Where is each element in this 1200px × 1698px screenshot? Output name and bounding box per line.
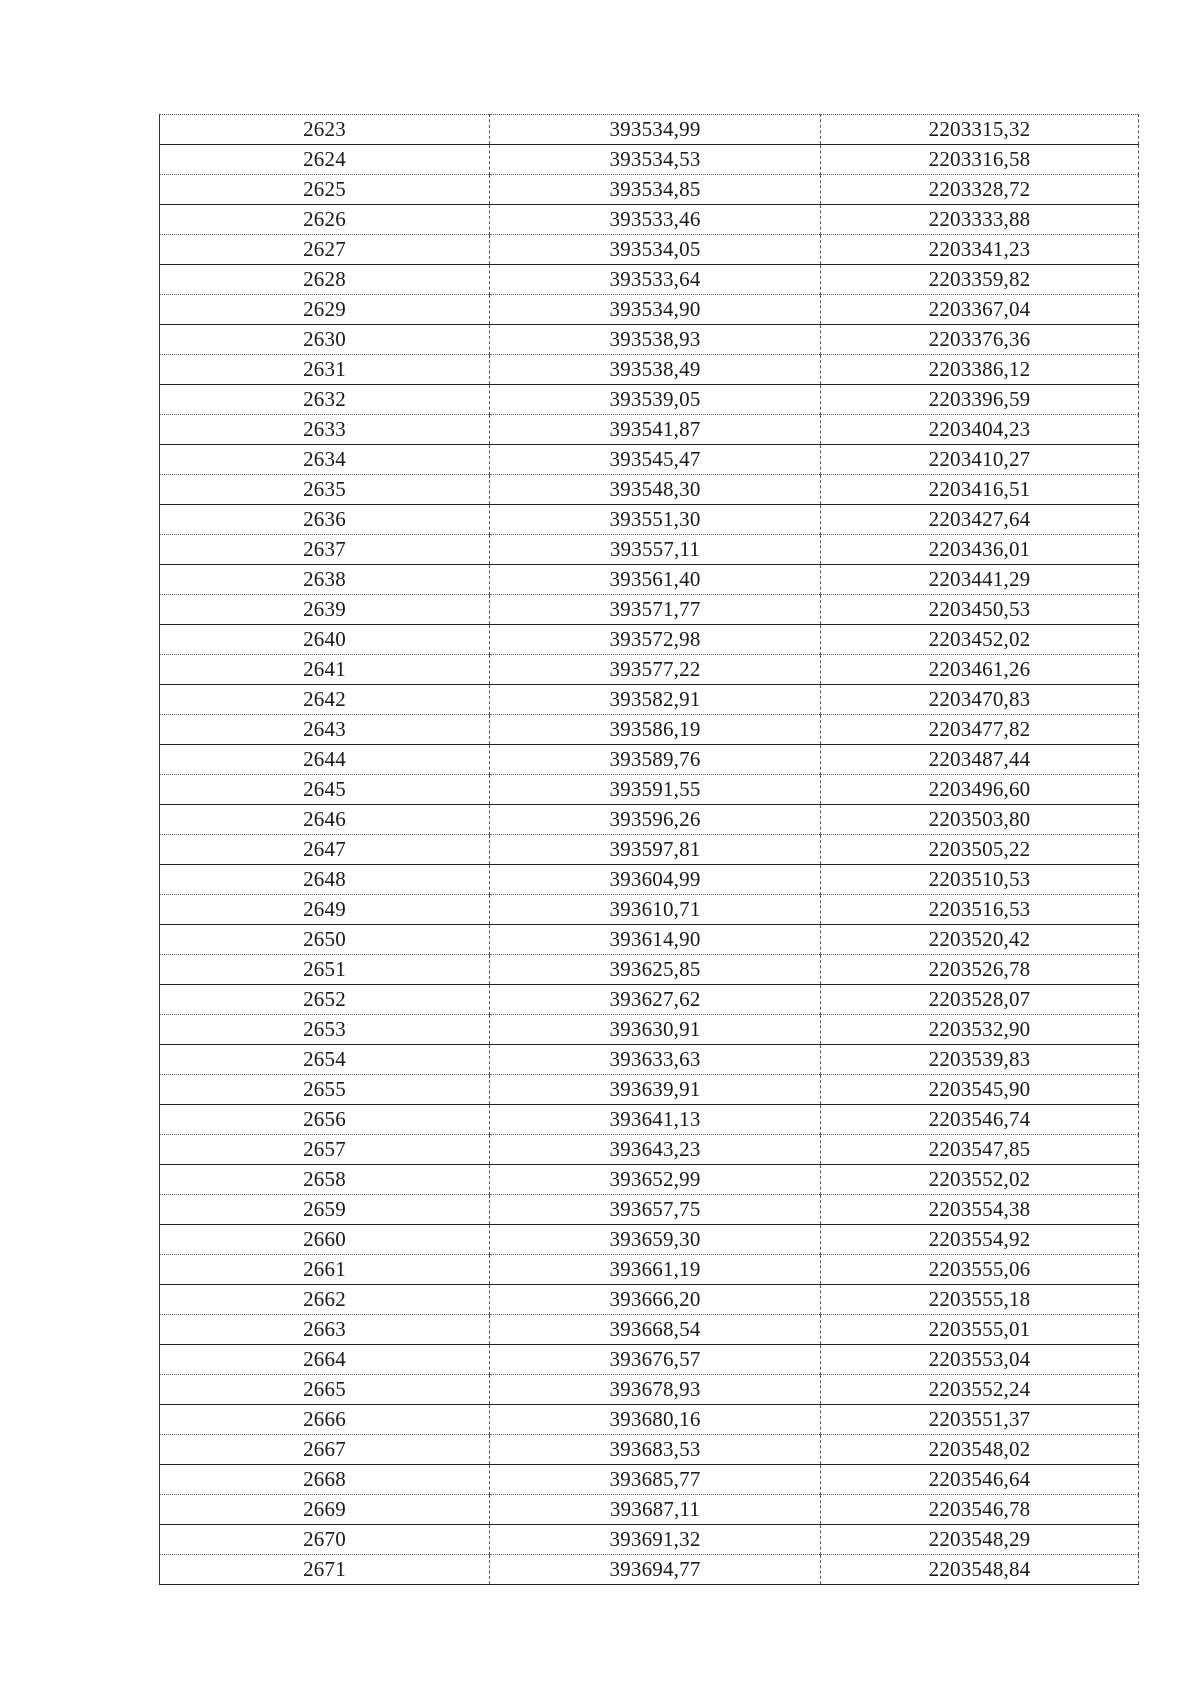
table-row [160,865,1139,895]
x-coordinate-cell: 393545,47 [490,445,821,475]
x-coordinate-cell: 393614,90 [490,925,821,955]
table-row [160,1495,1139,1525]
y-coordinate-cell: 2203461,26 [821,655,1139,685]
point-number-cell: 2641 [160,655,490,685]
table-row [160,655,1139,685]
x-coordinate-cell: 393591,55 [490,775,821,805]
point-number-cell: 2644 [160,745,490,775]
x-coordinate-cell: 393534,85 [490,175,821,205]
y-coordinate-cell: 2203548,29 [821,1525,1139,1555]
table-row [160,235,1139,265]
y-coordinate-cell: 2203528,07 [821,985,1139,1015]
x-coordinate-cell: 393586,19 [490,715,821,745]
y-coordinate-cell: 2203450,53 [821,595,1139,625]
point-number-cell: 2654 [160,1045,490,1075]
point-number-cell: 2653 [160,1015,490,1045]
x-coordinate-cell: 393539,05 [490,385,821,415]
point-number-cell: 2666 [160,1405,490,1435]
point-number-cell: 2640 [160,625,490,655]
table-row [160,1255,1139,1285]
x-coordinate-cell: 393639,91 [490,1075,821,1105]
point-number-cell: 2635 [160,475,490,505]
point-number-cell: 2639 [160,595,490,625]
x-coordinate-cell: 393534,53 [490,145,821,175]
y-coordinate-cell: 2203520,42 [821,925,1139,955]
x-coordinate-cell: 393633,63 [490,1045,821,1075]
table-row [160,295,1139,325]
table-row [160,265,1139,295]
table-row [160,355,1139,385]
y-coordinate-cell: 2203396,59 [821,385,1139,415]
y-coordinate-cell: 2203341,23 [821,235,1139,265]
table-row [160,985,1139,1015]
table-row [160,805,1139,835]
x-coordinate-cell: 393678,93 [490,1375,821,1405]
table-row [160,715,1139,745]
x-coordinate-cell: 393551,30 [490,505,821,535]
y-coordinate-cell: 2203532,90 [821,1015,1139,1045]
x-coordinate-cell: 393604,99 [490,865,821,895]
x-coordinate-cell: 393627,62 [490,985,821,1015]
table-row [160,385,1139,415]
table-row [160,1525,1139,1555]
point-number-cell: 2633 [160,415,490,445]
point-number-cell: 2638 [160,565,490,595]
y-coordinate-cell: 2203555,18 [821,1285,1139,1315]
x-coordinate-cell: 393676,57 [490,1345,821,1375]
table-row [160,115,1139,145]
table-row [160,475,1139,505]
table-row [160,1075,1139,1105]
x-coordinate-cell: 393534,99 [490,115,821,145]
point-number-cell: 2634 [160,445,490,475]
x-coordinate-cell: 393666,20 [490,1285,821,1315]
table-row [160,835,1139,865]
x-coordinate-cell: 393694,77 [490,1555,821,1585]
table-row [160,625,1139,655]
point-number-cell: 2642 [160,685,490,715]
x-coordinate-cell: 393691,32 [490,1525,821,1555]
y-coordinate-cell: 2203436,01 [821,535,1139,565]
point-number-cell: 2659 [160,1195,490,1225]
x-coordinate-cell: 393596,26 [490,805,821,835]
y-coordinate-cell: 2203505,22 [821,835,1139,865]
table-row [160,1555,1139,1585]
y-coordinate-cell: 2203545,90 [821,1075,1139,1105]
x-coordinate-cell: 393589,76 [490,745,821,775]
table-row [160,325,1139,355]
point-number-cell: 2628 [160,265,490,295]
table-row [160,1045,1139,1075]
table-row [160,595,1139,625]
y-coordinate-cell: 2203452,02 [821,625,1139,655]
y-coordinate-cell: 2203441,29 [821,565,1139,595]
table-row [160,745,1139,775]
y-coordinate-cell: 2203552,02 [821,1165,1139,1195]
y-coordinate-cell: 2203516,53 [821,895,1139,925]
x-coordinate-cell: 393533,64 [490,265,821,295]
x-coordinate-cell: 393685,77 [490,1465,821,1495]
y-coordinate-cell: 2203555,01 [821,1315,1139,1345]
point-number-cell: 2658 [160,1165,490,1195]
table-row [160,1405,1139,1435]
y-coordinate-cell: 2203404,23 [821,415,1139,445]
point-number-cell: 2647 [160,835,490,865]
table-row [160,1435,1139,1465]
point-number-cell: 2664 [160,1345,490,1375]
y-coordinate-cell: 2203547,85 [821,1135,1139,1165]
x-coordinate-cell: 393572,98 [490,625,821,655]
y-coordinate-cell: 2203551,37 [821,1405,1139,1435]
point-number-cell: 2660 [160,1225,490,1255]
x-coordinate-cell: 393643,23 [490,1135,821,1165]
point-number-cell: 2655 [160,1075,490,1105]
y-coordinate-cell: 2203552,24 [821,1375,1139,1405]
table-row [160,1015,1139,1045]
x-coordinate-cell: 393610,71 [490,895,821,925]
y-coordinate-cell: 2203510,53 [821,865,1139,895]
point-number-cell: 2656 [160,1105,490,1135]
point-number-cell: 2629 [160,295,490,325]
table-row [160,535,1139,565]
point-number-cell: 2631 [160,355,490,385]
x-coordinate-cell: 393668,54 [490,1315,821,1345]
x-coordinate-cell: 393561,40 [490,565,821,595]
y-coordinate-cell: 2203487,44 [821,745,1139,775]
x-coordinate-cell: 393557,11 [490,535,821,565]
y-coordinate-cell: 2203546,64 [821,1465,1139,1495]
table-row [160,925,1139,955]
point-number-cell: 2643 [160,715,490,745]
x-coordinate-cell: 393533,46 [490,205,821,235]
point-number-cell: 2667 [160,1435,490,1465]
y-coordinate-cell: 2203539,83 [821,1045,1139,1075]
point-number-cell: 2645 [160,775,490,805]
y-coordinate-cell: 2203554,92 [821,1225,1139,1255]
x-coordinate-cell: 393548,30 [490,475,821,505]
table-row [160,205,1139,235]
table-row [160,895,1139,925]
x-coordinate-cell: 393597,81 [490,835,821,865]
point-number-cell: 2624 [160,145,490,175]
y-coordinate-cell: 2203386,12 [821,355,1139,385]
point-number-cell: 2657 [160,1135,490,1165]
table-row [160,505,1139,535]
point-number-cell: 2648 [160,865,490,895]
y-coordinate-cell: 2203315,32 [821,115,1139,145]
point-number-cell: 2646 [160,805,490,835]
y-coordinate-cell: 2203546,74 [821,1105,1139,1135]
x-coordinate-cell: 393680,16 [490,1405,821,1435]
point-number-cell: 2636 [160,505,490,535]
table-row [160,415,1139,445]
x-coordinate-cell: 393541,87 [490,415,821,445]
point-number-cell: 2652 [160,985,490,1015]
y-coordinate-cell: 2203427,64 [821,505,1139,535]
table-row [160,1285,1139,1315]
point-number-cell: 2668 [160,1465,490,1495]
table-row [160,1135,1139,1165]
table-row [160,1225,1139,1255]
point-number-cell: 2669 [160,1495,490,1525]
table-row [160,1105,1139,1135]
point-number-cell: 2651 [160,955,490,985]
point-number-cell: 2661 [160,1255,490,1285]
y-coordinate-cell: 2203416,51 [821,475,1139,505]
y-coordinate-cell: 2203546,78 [821,1495,1139,1525]
y-coordinate-cell: 2203316,58 [821,145,1139,175]
x-coordinate-cell: 393683,53 [490,1435,821,1465]
table-row [160,565,1139,595]
table-row [160,1465,1139,1495]
y-coordinate-cell: 2203548,84 [821,1555,1139,1585]
y-coordinate-cell: 2203359,82 [821,265,1139,295]
y-coordinate-cell: 2203548,02 [821,1435,1139,1465]
point-number-cell: 2625 [160,175,490,205]
point-number-cell: 2663 [160,1315,490,1345]
y-coordinate-cell: 2203410,27 [821,445,1139,475]
y-coordinate-cell: 2203376,36 [821,325,1139,355]
point-number-cell: 2623 [160,115,490,145]
point-number-cell: 2626 [160,205,490,235]
y-coordinate-cell: 2203477,82 [821,715,1139,745]
x-coordinate-cell: 393687,11 [490,1495,821,1525]
point-number-cell: 2627 [160,235,490,265]
x-coordinate-cell: 393657,75 [490,1195,821,1225]
point-number-cell: 2662 [160,1285,490,1315]
y-coordinate-cell: 2203554,38 [821,1195,1139,1225]
x-coordinate-cell: 393661,19 [490,1255,821,1285]
y-coordinate-cell: 2203328,72 [821,175,1139,205]
table-row [160,1195,1139,1225]
x-coordinate-cell: 393659,30 [490,1225,821,1255]
point-number-cell: 2665 [160,1375,490,1405]
table-row [160,145,1139,175]
point-number-cell: 2630 [160,325,490,355]
table-row [160,685,1139,715]
x-coordinate-cell: 393641,13 [490,1105,821,1135]
y-coordinate-cell: 2203555,06 [821,1255,1139,1285]
x-coordinate-cell: 393534,05 [490,235,821,265]
point-number-cell: 2670 [160,1525,490,1555]
table-row [160,1375,1139,1405]
x-coordinate-cell: 393582,91 [490,685,821,715]
point-number-cell: 2649 [160,895,490,925]
point-number-cell: 2637 [160,535,490,565]
y-coordinate-cell: 2203333,88 [821,205,1139,235]
x-coordinate-cell: 393577,22 [490,655,821,685]
coordinates-table-body [160,115,1139,1585]
table-row [160,175,1139,205]
x-coordinate-cell: 393534,90 [490,295,821,325]
x-coordinate-cell: 393630,91 [490,1015,821,1045]
x-coordinate-cell: 393538,49 [490,355,821,385]
point-number-cell: 2650 [160,925,490,955]
y-coordinate-cell: 2203470,83 [821,685,1139,715]
x-coordinate-cell: 393625,85 [490,955,821,985]
y-coordinate-cell: 2203496,60 [821,775,1139,805]
y-coordinate-cell: 2203526,78 [821,955,1139,985]
table-row [160,445,1139,475]
table-row [160,955,1139,985]
y-coordinate-cell: 2203553,04 [821,1345,1139,1375]
table-row [160,1315,1139,1345]
point-number-cell: 2632 [160,385,490,415]
table-row [160,1345,1139,1375]
x-coordinate-cell: 393538,93 [490,325,821,355]
table-row [160,775,1139,805]
point-number-cell: 2671 [160,1555,490,1585]
y-coordinate-cell: 2203367,04 [821,295,1139,325]
x-coordinate-cell: 393652,99 [490,1165,821,1195]
x-coordinate-cell: 393571,77 [490,595,821,625]
coordinates-table [159,114,1139,1585]
table-row [160,1165,1139,1195]
y-coordinate-cell: 2203503,80 [821,805,1139,835]
